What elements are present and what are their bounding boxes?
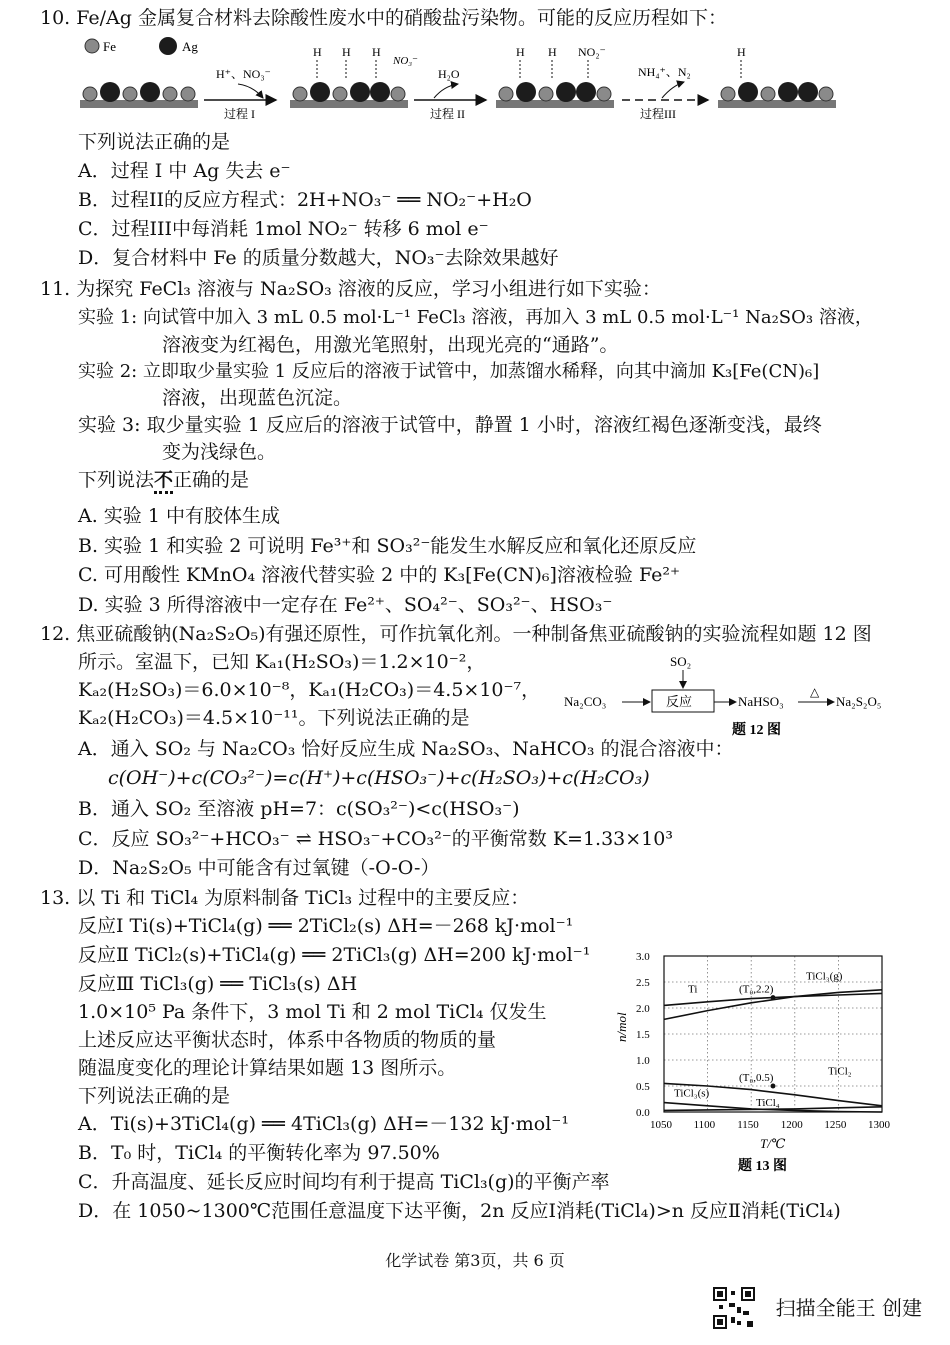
q13-prompt: 下列说法正确的是 bbox=[78, 1085, 231, 1107]
svg-text:H: H bbox=[313, 45, 322, 59]
q12-option-c: C．反应 SO₃²⁻+HCO₃⁻ ⇌ HSO₃⁻+CO₃²⁻的平衡常数 K=1.33×10³ bbox=[78, 828, 673, 850]
q11-exp1-line1: 实验 1: 向试管中加入 3 mL 0.5 mol·L⁻¹ FeCl₃ 溶液，再加入 3 mL 0.5 mol·L⁻¹ Na₂SO₃ 溶液， bbox=[78, 307, 873, 328]
chart-annotation-point bbox=[771, 1084, 776, 1089]
chart-ytick-label: 0.5 bbox=[636, 1081, 650, 1093]
q13-option-c: C．升高温度、延长反应时间均有利于提高 TiCl₃(g)的平衡产率 bbox=[78, 1171, 610, 1193]
q11-stem: 11. 为探究 FeCl₃ 溶液与 Na₂SO₃ 溶液的反应，学习小组进行如下实验： bbox=[40, 278, 661, 300]
ag-legend-icon bbox=[159, 37, 177, 55]
chart-xtick-label: 1250 bbox=[824, 1119, 847, 1131]
chart-xtick-label: 1300 bbox=[868, 1119, 890, 1131]
arrow1-reagents: H⁺、NO₃⁻ bbox=[216, 67, 271, 81]
q12-stem-line4: Kₐ₂(H₂CO₃)＝4.5×10⁻¹¹。下列说法正确的是 bbox=[78, 707, 470, 729]
q12-option-d: D．Na₂S₂O₅ 中可能含有过氧键（-O-O-） bbox=[78, 857, 440, 879]
q10-reaction-diagram bbox=[78, 34, 858, 124]
q11-exp3-line1: 实验 3: 取少量实验 1 反应后的溶液于试管中，静置 1 小时，溶液红褐色逐渐变浅，最终 bbox=[78, 414, 822, 436]
q13-body-line2: 上述反应达平衡状态时，体系中各物质的物质的量 bbox=[78, 1029, 497, 1051]
q11-prompt-emphasis: 不 bbox=[154, 469, 173, 494]
q12-option-b: B．通入 SO₂ 至溶液 pH=7：c(SO₃²⁻)<c(HSO₃⁻) bbox=[78, 798, 520, 820]
flow-nahso3: NaHSO₃ bbox=[738, 694, 784, 709]
q13-reaction-2: 反应Ⅱ TiCl₂(s)+TiCl₄(g) ══ 2TiCl₃(g) ΔH=200 kJ·mol⁻¹ bbox=[78, 944, 591, 966]
process-2-label: 过程 II bbox=[430, 107, 465, 121]
q13-body-line3: 随温度变化的理论计算结果如题 13 图所示。 bbox=[78, 1057, 457, 1079]
q11-option-d: D. 实验 3 所得溶液中一定存在 Fe²⁺、SO₄²⁻、SO₃²⁻、HSO₃⁻ bbox=[78, 594, 613, 616]
q10-option-c: C．过程III中每消耗 1mol NO₂⁻ 转移 6 mol e⁻ bbox=[78, 218, 489, 240]
surface-2 bbox=[290, 45, 418, 108]
q13-option-b: B．T₀ 时，TiCl₄ 的平衡转化率为 97.50% bbox=[78, 1142, 440, 1164]
chart-series-label: TiCl₄ bbox=[756, 1096, 780, 1109]
flow-product: Na₂S₂O₅ bbox=[836, 694, 882, 709]
flow-caption: 题 12 图 bbox=[732, 723, 781, 738]
chart-ytick-label: 0.0 bbox=[636, 1107, 650, 1119]
chart-ylabel: n/mol bbox=[614, 1012, 629, 1042]
q13-body-line1: 1.0×10⁵ Pa 条件下，3 mol Ti 和 2 mol TiCl₄ 仅发生 bbox=[78, 1001, 547, 1023]
process-3-label: 过程III bbox=[640, 107, 676, 121]
q11-exp1-line2: 溶液变为红褐色，用激光笔照射，出现光亮的“通路”。 bbox=[162, 334, 619, 356]
q11-prompt: 下列说法不正确的是 bbox=[78, 468, 249, 492]
chart-caption: 题 13 图 bbox=[738, 1159, 787, 1174]
chart-xtick-label: 1200 bbox=[780, 1119, 803, 1131]
svg-text:H: H bbox=[737, 45, 746, 59]
chart-xtick-label: 1050 bbox=[650, 1119, 672, 1131]
q10-option-d: D．复合材料中 Fe 的质量分数越大，NO₃⁻去除效果越好 bbox=[78, 247, 559, 269]
q11-exp3-line2: 变为浅绿色。 bbox=[162, 441, 277, 463]
surface-3 bbox=[496, 45, 614, 108]
chart-xtick-label: 1150 bbox=[737, 1119, 759, 1131]
flow-box-label: 反应 bbox=[666, 694, 693, 709]
svg-text:H: H bbox=[548, 45, 557, 59]
chart-ytick-label: 1.5 bbox=[636, 1029, 650, 1041]
q10-option-a: A．过程 I 中 Ag 失去 e⁻ bbox=[78, 160, 291, 182]
svg-text:H: H bbox=[342, 45, 351, 59]
chart-annotation-label: (T₀,0.5) bbox=[739, 1072, 774, 1084]
q13-stem: 13. 以 Ti 和 TiCl₄ 为原料制备 TiCl₃ 过程中的主要反应： bbox=[40, 887, 530, 909]
q12-option-a-line1: A．通入 SO₂ 与 Na₂CO₃ 恰好反应生成 Na₂SO₃、NaHCO₃ 的混合溶液中： bbox=[78, 738, 734, 760]
q12-stem-line3: Kₐ₂(H₂SO₃)＝6.0×10⁻⁸，Kₐ₁(H₂CO₃)＝4.5×10⁻⁷， bbox=[78, 679, 541, 701]
qr-code-icon bbox=[713, 1287, 755, 1329]
svg-text:H: H bbox=[516, 45, 525, 59]
chart-ytick-label: 2.5 bbox=[636, 977, 650, 989]
arrow3-products: NH₄⁺、N₂ bbox=[638, 65, 691, 79]
page-footer: 化学试卷 第3页，共 6 页 bbox=[385, 1251, 565, 1270]
flow-na2co3: Na₂CO₃ bbox=[564, 694, 607, 709]
flow-heat: △ bbox=[810, 685, 820, 699]
q10-option-b: B．过程II的反应方程式：2H+NO₃⁻ ══ NO₂⁻+H₂O bbox=[78, 189, 532, 211]
q10-prompt: 下列说法正确的是 bbox=[78, 131, 231, 153]
process-1-label: 过程 I bbox=[224, 107, 255, 121]
scanner-watermark: 扫描全能王 创建 bbox=[775, 1296, 922, 1320]
svg-text:H: H bbox=[372, 45, 381, 59]
chart-annotation-label: (T₀,2.2) bbox=[739, 983, 774, 996]
q11-option-a: A. 实验 1 中有胶体生成 bbox=[78, 505, 280, 527]
q11-exp2-line2: 溶液，出现蓝色沉淀。 bbox=[162, 387, 353, 409]
chart-series-label: TiCl₃(g) bbox=[806, 970, 843, 983]
fe-legend-label: Fe bbox=[103, 39, 116, 54]
fe-legend-icon bbox=[85, 39, 99, 53]
surface-1 bbox=[80, 82, 198, 108]
chart-annotation-point bbox=[771, 995, 776, 1000]
chart-xtick-label: 1100 bbox=[693, 1119, 716, 1131]
q13-reaction-1: 反应Ⅰ Ti(s)+TiCl₄(g) ══ 2TiCl₂(s) ΔH=－268 kJ·mol⁻¹ bbox=[78, 915, 574, 937]
q12-stem-line2: 所示。室温下，已知 Kₐ₁(H₂SO₃)＝1.2×10⁻²， bbox=[78, 651, 486, 673]
flow-so2: SO₂ bbox=[670, 654, 692, 669]
surface-4 bbox=[718, 45, 836, 108]
chart-xlabel: T/℃ bbox=[760, 1136, 786, 1151]
arrow2-reagents: H₂O bbox=[438, 67, 460, 81]
q13-option-d: D．在 1050~1300℃范围任意温度下达平衡，2n 反应Ⅰ消耗(TiCl₄)>n 反应Ⅱ消耗(TiCl₄) bbox=[78, 1200, 841, 1222]
chart-series-label: TiCl₂ bbox=[828, 1065, 852, 1078]
svg-text:NO₃⁻: NO₃⁻ bbox=[393, 55, 418, 67]
q11-option-c: C. 可用酸性 KMnO₄ 溶液代替实验 2 中的 K₃[Fe(CN)₆]溶液检验 Fe²⁺ bbox=[78, 564, 681, 586]
q13-reaction-3: 反应Ⅲ TiCl₃(g) ══ TiCl₃(s) ΔH bbox=[78, 973, 358, 995]
chart-ytick-label: 1.0 bbox=[636, 1055, 650, 1067]
q13-option-a: A．Ti(s)+3TiCl₄(g) ══ 4TiCl₃(g) ΔH=－132 kJ·mol⁻¹ bbox=[78, 1113, 569, 1135]
ag-legend-label: Ag bbox=[182, 39, 198, 54]
q11-exp2-line1: 实验 2: 立即取少量实验 1 反应后的溶液于试管中，加蒸馏水稀释，向其中滴加 K₃[Fe(CN)₆] bbox=[78, 361, 820, 382]
q12-stem-line1: 12. 焦亚硫酸钠(Na₂S₂O₅)有强还原性，可作抗氧化剂。一种制备焦亚硫酸钠的实验流程如题 12 图 bbox=[40, 623, 872, 645]
q11-option-b: B. 实验 1 和实验 2 可说明 Fe³⁺和 SO₃²⁻能发生水解反应和氧化还原反应 bbox=[78, 535, 697, 557]
chart-series-label: TiCl₃(s) bbox=[674, 1087, 710, 1100]
chart-ytick-label: 3.0 bbox=[636, 951, 650, 963]
q13-chart bbox=[614, 946, 914, 1176]
q12-option-a-line2: c(OH⁻)+c(CO₃²⁻)=c(H⁺)+c(HSO₃⁻)+c(H₂SO₃)+c(H₂CO₃) bbox=[108, 767, 650, 789]
chart-ytick-label: 2.0 bbox=[636, 1003, 650, 1015]
chart-series-label: Ti bbox=[688, 983, 698, 996]
q10-stem: 10. Fe/Ag 金属复合材料去除酸性废水中的硝酸盐污染物。可能的反应历程如下： bbox=[40, 7, 727, 29]
svg-text:NO₂⁻: NO₂⁻ bbox=[578, 45, 606, 59]
q12-flow-diagram bbox=[562, 650, 902, 740]
